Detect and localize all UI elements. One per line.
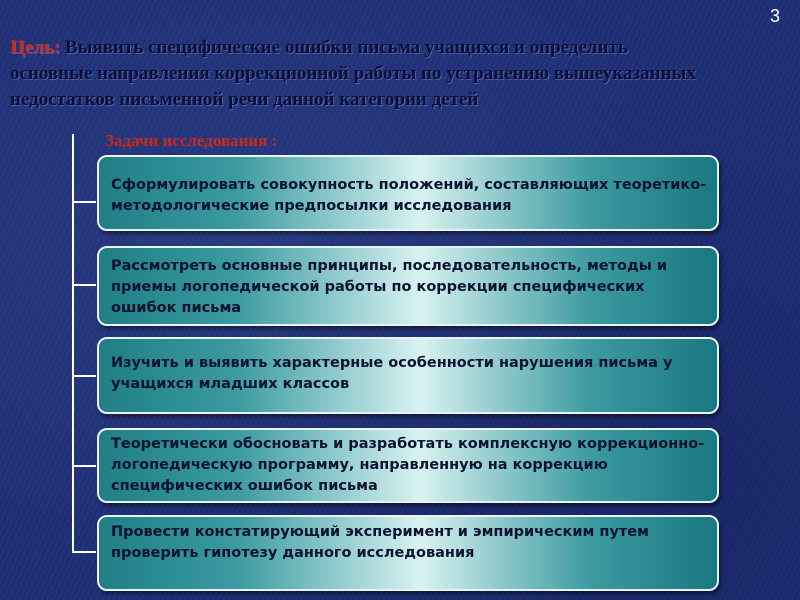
task-item: Провести констатирующий эксперимент и эмпирическим путем проверить гипотезу данного исследования [97, 515, 719, 591]
connector-branch [72, 284, 96, 286]
connector-branch [72, 375, 96, 377]
task-item: Теоретически обосновать и разработать комплексную коррекционно-логопедическую программу, направленную на коррекцию специфических ошибок письма [97, 428, 719, 503]
tasks-heading: Задачи исследования : [105, 131, 278, 150]
goal-statement [10, 35, 710, 113]
connector-branch [72, 465, 96, 467]
task-item: Рассмотреть основные принципы, последовательность, методы и приемы логопедической работы по коррекции специфических ошибок письма [97, 246, 719, 326]
connector-line [72, 134, 74, 552]
goal-prefix: Цель: [10, 37, 61, 58]
task-item: Сформулировать совокупность положений, составляющих теоретико-методологические предпосылки исследования [97, 155, 719, 231]
connector-branch [72, 201, 96, 203]
connector-branch [72, 551, 96, 553]
goal-text: Выявить специфические ошибки письма учащихся и определить основные направления коррекционной работы по устранению вышеуказанных недостатков письменной речи данной категории детей [10, 37, 696, 110]
task-item: Изучить и выявить характерные особенности нарушения письма у учащихся младших классов [97, 337, 719, 414]
slide-number: 3 [769, 6, 780, 26]
